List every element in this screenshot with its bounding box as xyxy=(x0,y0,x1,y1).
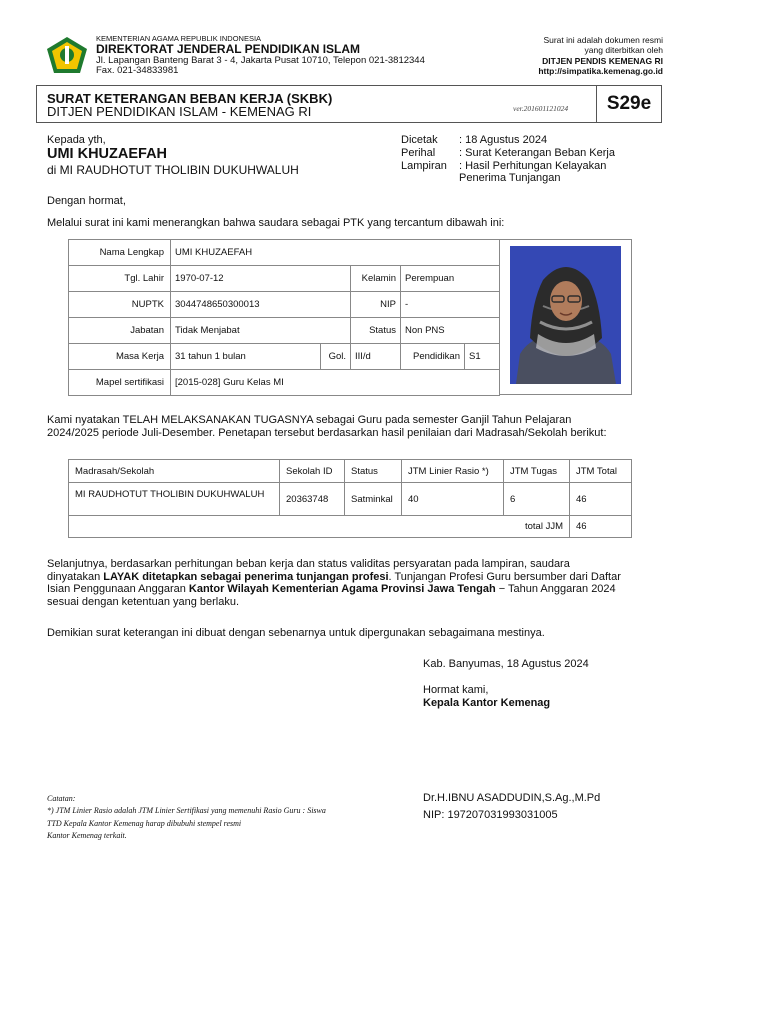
table-row xyxy=(69,292,500,318)
office-fax: Fax. 021-34833981 xyxy=(96,65,179,76)
gender-value: Perempuan xyxy=(401,266,500,292)
jtm-linear-ratio: 40 xyxy=(402,483,504,516)
certification-value: [2015-028] Guru Kelas MI xyxy=(171,370,500,396)
table-row xyxy=(69,483,632,516)
school-table xyxy=(68,459,632,538)
jtm-total: 46 xyxy=(570,483,632,516)
total-jjm-value: 46 xyxy=(570,516,632,538)
doc-notice-line1: Surat ini adalah dokumen resmi xyxy=(543,35,663,45)
attachment-value-line2: Penerima Tunjangan xyxy=(459,172,561,184)
subject-value: : Surat Keterangan Beban Kerja xyxy=(459,147,615,159)
kemenag-logo-icon xyxy=(46,36,88,74)
doc-issuer: DITJEN PENDIS KEMENAG RI xyxy=(542,56,663,66)
doc-code: S29e xyxy=(596,86,661,122)
name-value: UMI KHUZAEFAH xyxy=(171,240,500,266)
doc-title: SURAT KETERANGAN BEBAN KERJA (SKBK) xyxy=(47,91,333,106)
office-address: Jl. Lapangan Banteng Barat 3 - 4, Jakarta Pusat 10710, Telepon 021-3812344 xyxy=(96,55,425,66)
certification-label: Mapel sertifikasi xyxy=(69,370,171,396)
column-header: JTM Tugas xyxy=(504,460,570,483)
statement-line1: Kami nyatakan TELAH MELAKSANAKAN TUGASNYA sebagai Guru pada semester Ganjil Tahun Pelajaran xyxy=(47,414,572,426)
gender-label: Kelamin xyxy=(351,266,401,292)
recipient-location: di MI RAUDHOTUT THOLIBIN DUKUHWALUH xyxy=(47,163,299,177)
conclusion-line2-a: dinyatakan xyxy=(47,571,104,583)
intro-text: Melalui surat ini kami menerangkan bahwa saudara sebagai PTK yang tercantum dibawah ini: xyxy=(47,217,505,229)
notes-title: Catatan: xyxy=(47,794,76,803)
table-row xyxy=(69,344,500,370)
table-row xyxy=(69,318,500,344)
conclusion-line1: Selanjutnya, berdasarkan perhitungan beban kerja dan status validitas persyaratan pada lampiran, saudara xyxy=(47,558,570,570)
directorate-name: DIREKTORAT JENDERAL PENDIDIKAN ISLAM xyxy=(96,42,361,56)
status-value: Non PNS xyxy=(401,318,500,344)
subject-label: Perihal xyxy=(401,147,436,159)
conclusion-line2 xyxy=(47,571,621,583)
printed-value: : 18 Agustus 2024 xyxy=(459,134,548,146)
total-jjm-label: total JJM xyxy=(69,516,570,538)
position-label: Jabatan xyxy=(69,318,171,344)
nuptk-label: NUPTK xyxy=(69,292,171,318)
birthdate-value: 1970-07-12 xyxy=(171,266,351,292)
service-value: 31 tahun 1 bulan xyxy=(171,344,321,370)
issuer-url: http://simpatika.kemenag.go.id xyxy=(538,66,663,76)
name-label: Nama Lengkap xyxy=(69,240,171,266)
status-label: Status xyxy=(351,318,401,344)
table-row xyxy=(69,266,500,292)
nip-label: NIP xyxy=(351,292,401,318)
position-value: Tidak Menjabat xyxy=(171,318,351,344)
conclusion-line3-a: Isian Penggunaan Anggaran xyxy=(47,583,189,595)
birthdate-label: Tgl. Lahir xyxy=(69,266,171,292)
notes-line3: Kantor Kemenag terkait. xyxy=(47,831,127,840)
regards: Hormat kami, xyxy=(423,684,489,696)
eligibility-statement: LAYAK ditetapkan sebagai penerima tunjangan profesi xyxy=(103,571,389,583)
table-row xyxy=(69,240,500,266)
recipient-greeting: Kepada yth, xyxy=(47,134,106,146)
attachment-value-line1: : Hasil Perhitungan Kelayakan xyxy=(459,160,607,172)
doc-version: ver.201601121024 xyxy=(513,104,569,113)
conclusion-line3 xyxy=(47,583,616,595)
ministry-name: KEMENTERIAN AGAMA REPUBLIK INDONESIA xyxy=(96,34,262,43)
nuptk-value: 3044748650300013 xyxy=(171,292,351,318)
printed-label: Dicetak xyxy=(401,134,438,146)
statement-line2: 2024/2025 periode Juli-Desember. Penetapan tersebut berdasarkan hasil penilaian dari Madrasah/Sekolah berikut: xyxy=(47,427,607,439)
closing-text: Demikian surat keterangan ini dibuat dengan sebenarnya untuk dipergunakan sebagaimana mestinya. xyxy=(47,627,545,639)
conclusion-line3-c: − Tahun Anggaran 2024 xyxy=(495,583,616,595)
school-id: 20363748 xyxy=(280,483,345,516)
notes-line2: TTD Kepala Kantor Kemenag harap dibubuhi stempel resmi xyxy=(47,819,242,828)
conclusion-line4: sesuai dengan ketentuan yang berlaku. xyxy=(47,596,240,608)
table-row xyxy=(69,370,500,396)
notes-line1: *) JTM Linier Rasio adalah JTM Linier Sertifikasi yang memenuhi Rasio Guru : Siswa xyxy=(47,806,326,815)
jtm-duties: 6 xyxy=(504,483,570,516)
column-header: Madrasah/Sekolah xyxy=(69,460,280,483)
column-header: JTM Total xyxy=(570,460,632,483)
grade-value: III/d xyxy=(351,344,401,370)
place-date: Kab. Banyumas, 18 Agustus 2024 xyxy=(423,658,589,670)
service-label: Masa Kerja xyxy=(69,344,171,370)
column-header: Status xyxy=(345,460,402,483)
signer-position: Kepala Kantor Kemenag xyxy=(423,697,551,709)
column-header: JTM Linier Rasio *) xyxy=(402,460,504,483)
ptk-photo xyxy=(510,246,621,384)
education-value: S1 xyxy=(465,344,500,370)
attachment-label: Lampiran xyxy=(401,160,447,172)
school-status: Satminkal xyxy=(345,483,402,516)
recipient-name: UMI KHUZAEFAH xyxy=(47,146,168,162)
table-header-row xyxy=(69,460,632,483)
doc-subtitle: DITJEN PENDIDIKAN ISLAM - KEMENAG RI xyxy=(47,104,312,119)
salutation: Dengan hormat, xyxy=(47,195,126,207)
education-label: Pendidikan xyxy=(401,344,465,370)
budget-office: Kantor Wilayah Kementerian Agama Provinsi Jawa Tengah xyxy=(188,583,496,595)
school-name: MI RAUDHOTUT THOLIBIN DUKUHWALUH xyxy=(69,483,280,516)
nip-value: - xyxy=(401,292,500,318)
signer-name: Dr.H.IBNU ASADDUDIN,S.Ag.,M.Pd xyxy=(423,792,601,804)
doc-notice-line2: yang diterbitkan oleh xyxy=(584,45,663,55)
column-header: Sekolah ID xyxy=(280,460,345,483)
table-total-row xyxy=(69,516,632,538)
grade-label: Gol. xyxy=(321,344,351,370)
title-box xyxy=(36,85,662,123)
signer-nip: NIP: 197207031993031005 xyxy=(423,809,558,821)
ptk-info-table xyxy=(68,239,500,396)
conclusion-line2-c: . Tunjangan Profesi Guru bersumber dari Daftar xyxy=(388,571,621,583)
